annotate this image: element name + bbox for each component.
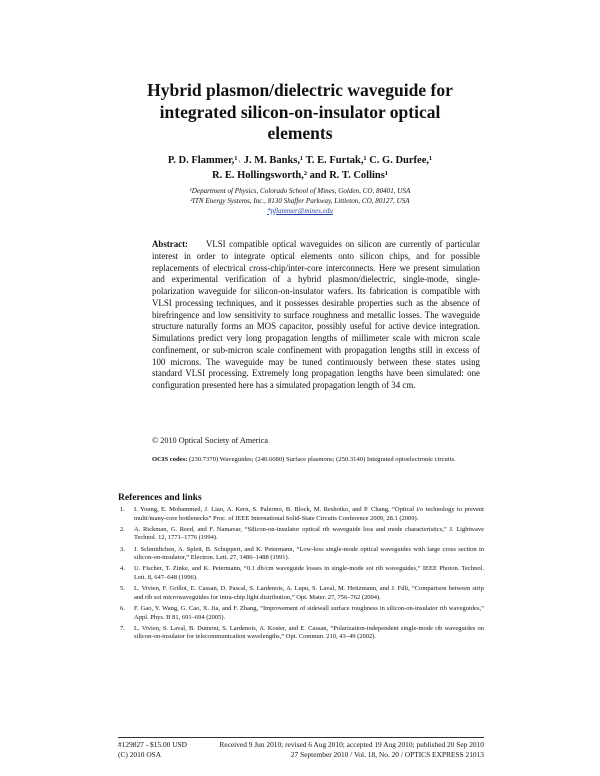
publication-history: Received 9 Jun 2010; revised 6 Aug 2010; accepted 19 Aug 2010; published 20 Sep 2010 [219,740,484,749]
reference-item [118,605,484,622]
reference-item [118,565,484,582]
journal-citation: 27 September 2010 / Vol. 18, No. 20 / OPTICS EXPRESS 21013 [290,750,484,759]
reference-text: U. Fischer, T. Zinke, and K. Petermann, “0.1 db/cm waveguide losses in single-mode soi rib waveguides,” IEEE Photon. Technol. Lett. 8, 647–648 (1996). [134,565,484,581]
price-code: #129827 - $15.00 USD [118,740,187,749]
reference-text: A. Rickman, G. Reed, and F. Namavar, “Silicon-on-insulator optical rib waveguide loss and mode characteristics,” J. Lightwave Technol. 12, 1771–1776 (1994). [134,525,484,542]
affiliations [100,186,500,216]
reference-text: J. Schmidtchen, A. Splett, B. Schuppert, and K. Petermann, “Low-loss single-mode optical waveguides with large cross section in silicon-on-insulator,” Electron. Lett. 27, 1486–1488 (1991). [134,545,484,562]
reference-item [118,625,484,642]
reference-item [118,585,484,602]
reference-number: 1. [120,506,125,513]
ocis-label: OCIS codes: [152,456,188,463]
references-heading: References and links [118,493,202,503]
abstract-text: VLSI compatible optical waveguides on silicon are currently of particular interest in order to integrate optical elements onto silicon chips, and for possible replacements of electrical cross-chip/inter-core interconnects. Here we present simulation and experimental verification of a hybrid plasmon/dielectric, single-mode, single-polarization waveguide for silicon-on-insulator wafers. Its fabrication is compatible with VLSI processing techniques, and it possesses desirable properties such as the absence of birefringence and low sensitivity to surface roughness and metallic losses. The waveguide structure naturally forms an MOS capacitor, possibly useful for active device integration. Simulations predict very long propagation lengths of millimeter scale with micron scale confinement, or sub-micron scale confinement with propagation lengths still in excess of 100 microns. The waveguide may be tuned continuously between these states using standard VLSI processing. Extremely long propagation lengths have been simulated: one configuration presented here has a simulated propagation length of 34 cm. [152,239,481,390]
copyright-notice: © 2010 Optical Society of America [152,436,269,445]
reference-text: L. Vivien, S. Laval, B. Dumont, S. Lardenois, A. Koster, and E. Cassan, “Polarization-independent single-mode rib waveguides on silicon-on-insulator for telecommunication wavelengths,” Opt. Commun. 210, 43–49 (2002). [134,624,484,641]
ocis-codes [152,455,480,464]
reference-number: 2. [120,525,125,533]
reference-number: 7. [120,624,125,632]
reference-item [118,546,484,563]
author-line: R. E. Hollingsworth,² and R. T. Collins¹ [212,169,388,181]
reference-number: 5. [120,585,125,593]
paper-title [100,80,500,145]
ocis-text: (230.7370) Waveguides; (240.6680) Surface plasmons; (250.3140) Integrated optoelectronic circuits. [189,456,456,463]
reference-text: L. Vivien, F. Grillot, E. Cassan, D. Pascal, S. Lardenois, A. Lupu, S. Laval, M. Heitzmann, and J. Fdli, “Comparison between strip and rib soi microwaveguides for intra-chip light distribution,” Opt. Mater. 27, 756–762 (2004). [134,585,484,601]
reference-number: 4. [120,565,125,573]
reference-item [118,506,484,523]
author-list [100,154,500,183]
footer-copyright: (C) 2010 OSA [118,750,162,759]
reference-text: F. Gao, Y. Wang, G. Cao, X. Jia, and F. Zhang, “Improvement of sidewall surface roughness in silicon-on-insulator rib waveguides,” Appl. Phys. B 81, 691–694 (2005). [134,604,484,621]
affiliation-1: ¹Department of Physics, Colorado School of Mines, Golden, CO, 80401, USA [189,187,411,195]
abstract [152,239,480,392]
author-line: P. D. Flammer,¹˒ J. M. Banks,¹ T. E. Furtak,¹ C. G. Durfee,¹ [167,155,433,166]
title-line: integrated silicon-on-insulator optical [159,101,441,122]
author-email-link[interactable]: *pflammer@mines.edu [267,207,333,215]
reference-number: 3. [120,545,125,553]
reference-text: I. Young, E. Mohammed, J. Liao, A. Kern, S. Palermo, B. Block, M. Reshotko, and P. Chang, “Optical i/o technology to prevent multi/many-core bottlenecks” Proc. of IEEE International Solid-State Circuits Conference 2009, 28.1 (2009). [134,506,484,522]
title-line: Hybrid plasmon/dielectric waveguide for [147,80,453,100]
title-line: elements [267,123,333,143]
reference-list [118,506,484,644]
reference-item [118,526,484,543]
abstract-label: Abstract: [152,239,188,249]
footer-divider [118,737,484,738]
footer-right [118,740,484,760]
reference-number: 6. [120,604,125,612]
affiliation-2: ²ITN Energy Systems, Inc., 8130 Shaffer Parkway, Littleton, CO, 80127, USA [190,197,410,205]
